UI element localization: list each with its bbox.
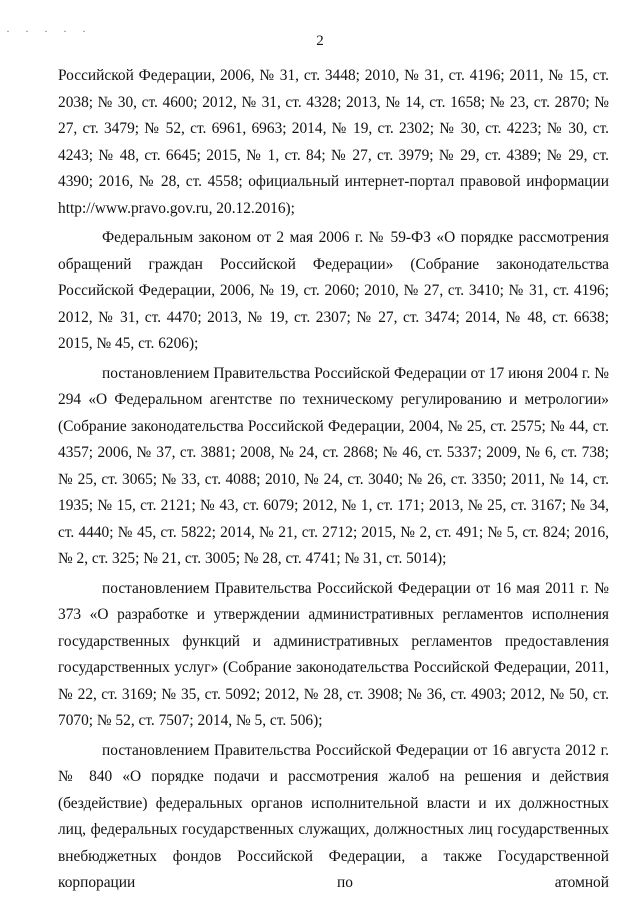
- page-number: 2: [316, 33, 324, 49]
- paragraph-4: постановлением Правительства Российской Федерации от 16 мая 2011 г. № 373 «О разработке и утверждении административных регламентов исполнения государственных функций и административных регламентов предоставления государственных услуг» (Собрание законодательства Российской Федерации, 2011, № 22, ст. 3169; № 35, ст. 5092; 2012, № 28, ст. 3908; № 36, ст. 4903; 2012, № 50, ст. 7070; № 52, ст. 7507; 2014, № 5, ст. 506);: [58, 579, 609, 729]
- paragraph-3: постановлением Правительства Российской Федерации от 17 июня 2004 г. № 294 «О Федеральном агентстве по техническому регулированию и метрологии» (Собрание законодательства Российской Федерации, 2004, № 25, ст. 2575; № 44, ст. 4357; 2006, № 37, ст. 3881; 2008, № 24, ст. 2868; № 46, ст. 5337; 2009, № 6, ст. 738; № 25, ст. 3065; № 33, ст. 4088; 2010, № 24, ст. 3040; № 26, ст. 3350; 2011, № 14, ст. 1935; № 15, ст. 2121; № 43, ст. 6079; 2012, № 1, ст. 171; 2013, № 25, ст. 3167; № 34, ст. 4440; № 45, ст. 5822; 2014, № 21, ст. 2712; 2015, № 2, ст. 491; № 5, ст. 824; 2016, № 2, ст. 325; № 21, ст. 3005; № 28, ст. 4741; № 31, ст. 5014);: [58, 364, 609, 567]
- paragraph-2: Федеральным законом от 2 мая 2006 г. № 59-ФЗ «О порядке рассмотрения обращений граждан Российской Федерации» (Собрание законодательства Российской Федерации, 2006, № 19, ст. 2060; 2010, № 27, ст. 3410; № 31, ст. 4196; 2012, № 31, ст. 4470; 2013, № 19, ст. 2307; № 27, ст. 3474; 2014, № 48, ст. 6638; 2015, № 45, ст. 6206);: [58, 229, 609, 352]
- scan-marks: · · · · ·: [6, 24, 92, 38]
- paragraph-1: Российской Федерации, 2006, № 31, ст. 3448; 2010, № 31, ст. 4196; 2011, № 15, ст. 2038; № 30, ст. 4600; 2012, № 31, ст. 4328; 2013, № 14, ст. 1658; № 23, ст. 2870; № 27, ст. 3479; № 52, ст. 6961, 6963; 2014, № 19, ст. 2302; № 30, ст. 4223; № 30, ст. 4243; № 48, ст. 6645; 2015, № 1, ст. 84; № 27, ст. 3979; № 29, ст. 4389; № 29, ст. 4390; 2016, № 28, ст. 4558; официальный интернет-портал правовой информации http://www.pravo.gov.ru, 20.12.2016);: [58, 67, 609, 217]
- document-body: [58, 63, 609, 900]
- paragraph-5: постановлением Правительства Российской Федерации от 16 августа 2012 г. № 840 «О порядке подачи и рассмотрения жалоб на решения и действия (бездействие) федеральных органов исполнительной власти и их должностных лиц, федеральных государственных служащих, должностных лиц государственных внебюджетных фондов Российской Федерации, а также Государственной корпорации по атомной: [58, 741, 609, 891]
